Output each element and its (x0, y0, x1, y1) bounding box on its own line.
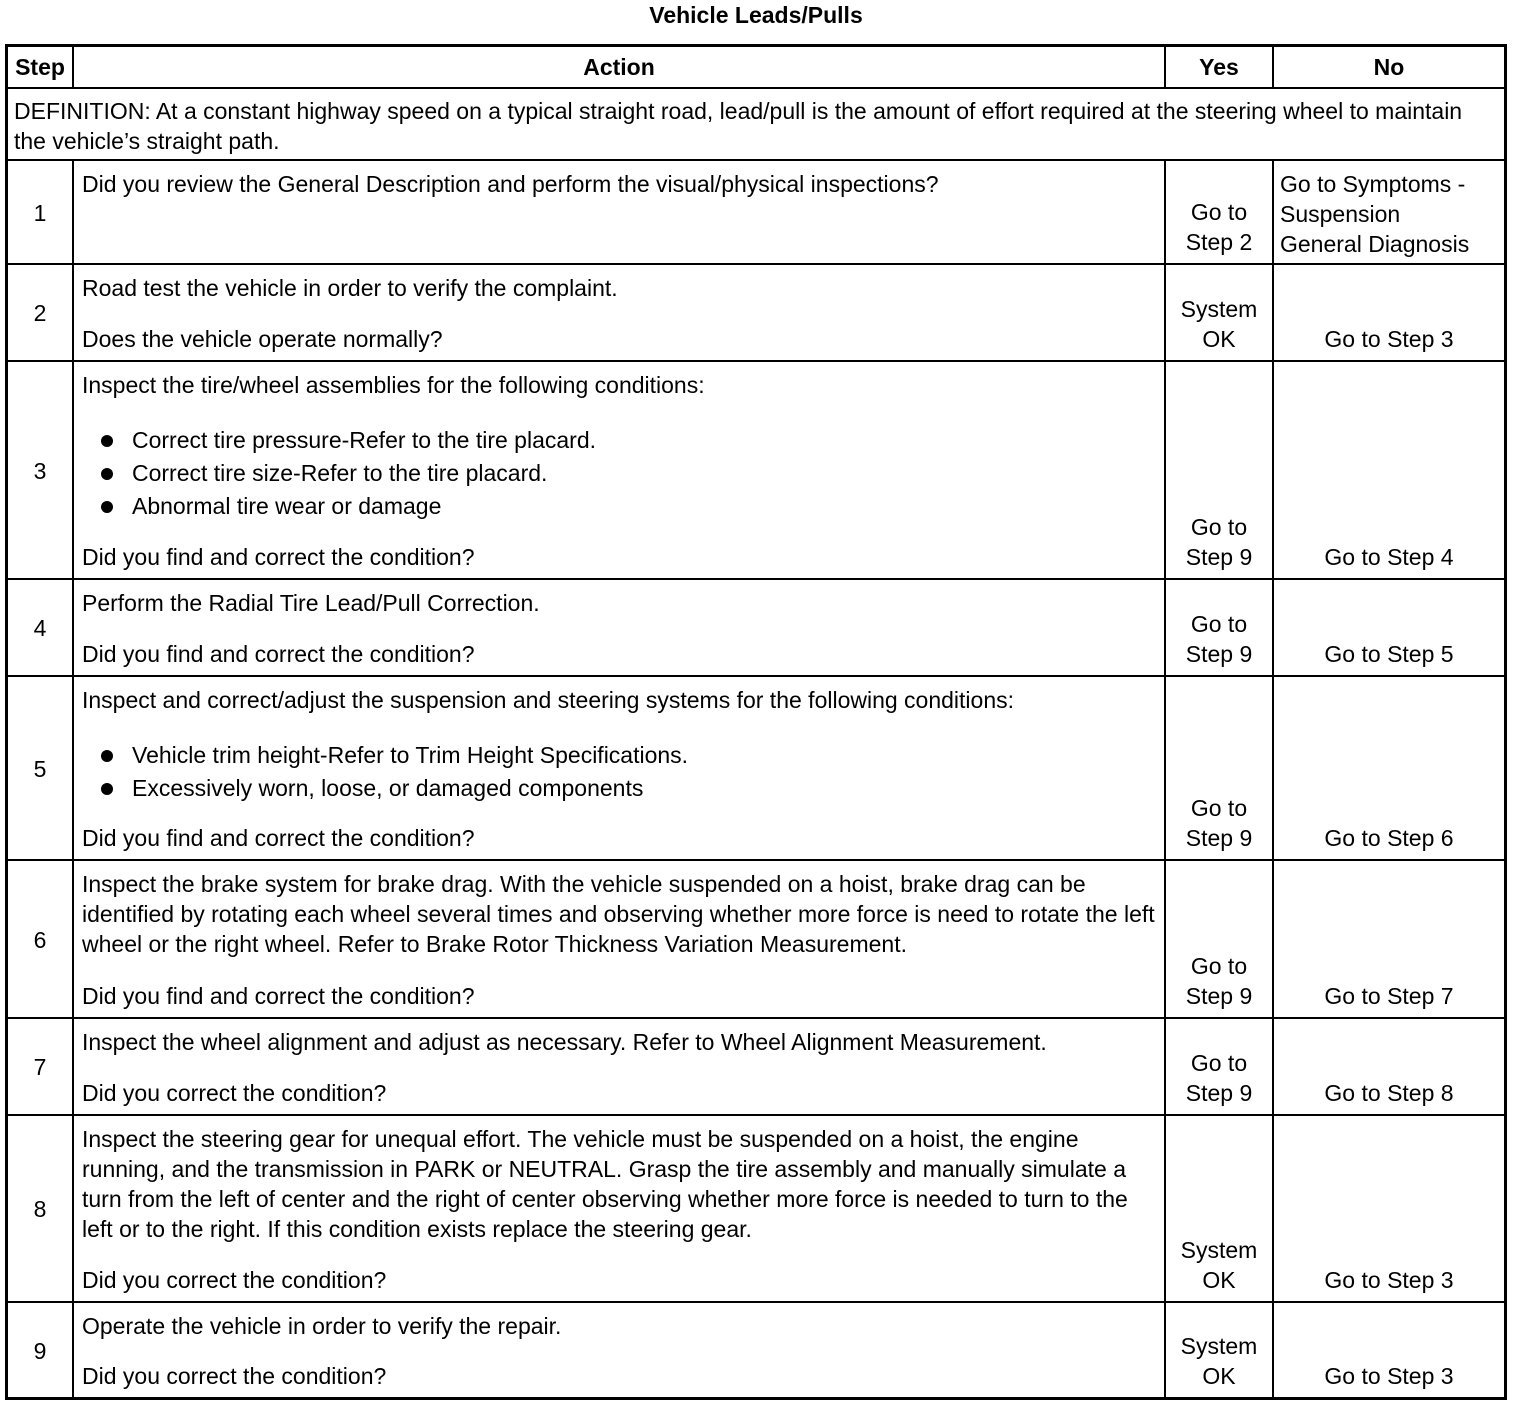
action-text: Inspect the brake system for brake drag. With the vehicle suspended on a hoist, brake drag can be identified by rotating each wheel several times and observing whether more force is need to rotate the left wheel or the right wheel. Refer to Brake Rotor Thickness Variation Measurement. (82, 871, 1155, 957)
yes-cell (1166, 1116, 1272, 1303)
page-title: Vehicle Leads/Pulls (649, 2, 863, 28)
yes-cell (1166, 861, 1272, 1019)
bullet-icon (101, 435, 113, 447)
header-yes: Yes (1199, 53, 1239, 80)
no-cell (1274, 861, 1504, 1019)
step-row-2 (8, 263, 1504, 362)
no-answer: Go to Step 7 (1324, 983, 1454, 1009)
yes-answer: Go to Step 9 (1185, 514, 1253, 570)
step-number: 9 (33, 1337, 47, 1364)
bullet-icon (101, 468, 113, 480)
action-cell (74, 1019, 1164, 1116)
question-text: Did you find and correct the condition? (82, 825, 475, 851)
header-step: Step (15, 53, 65, 80)
list-item (82, 739, 1156, 772)
step-number: 6 (33, 926, 47, 953)
step-number: 8 (33, 1196, 47, 1222)
list-item (82, 772, 1156, 805)
action-text: Operate the vehicle in order to verify the repair. (82, 1313, 562, 1339)
step-row-6 (8, 859, 1504, 1019)
yes-answer: System OK (1180, 1237, 1258, 1293)
step-row-9 (8, 1301, 1504, 1399)
header-no: No (1373, 53, 1405, 80)
yes-answer: System OK (1180, 296, 1258, 352)
action-cell (74, 265, 1164, 362)
step-number: 3 (33, 457, 47, 484)
yes-cell (1166, 265, 1272, 362)
action-text: Did you review the General Description and perform the visual/physical inspections? (82, 171, 939, 197)
step-row-5 (8, 675, 1504, 861)
action-cell (74, 677, 1164, 861)
condition-list (82, 424, 1156, 523)
no-cell (1274, 1116, 1504, 1303)
list-item-text: Abnormal tire wear or damage (132, 493, 442, 519)
step-number: 2 (33, 300, 47, 326)
step-row-1 (8, 159, 1504, 265)
action-text: Inspect the wheel alignment and adjust as necessary. Refer to Wheel Alignment Measurement. (82, 1029, 1047, 1055)
question-text: Did you correct the condition? (82, 1267, 387, 1293)
yes-answer: Go to Step 9 (1185, 795, 1253, 851)
no-answer: Go to Step 3 (1324, 1363, 1454, 1389)
condition-list (82, 739, 1156, 805)
action-cell (74, 1116, 1164, 1303)
action-cell (74, 861, 1164, 1019)
list-item-text: Excessively worn, loose, or damaged components (132, 775, 644, 801)
no-cell (1274, 580, 1504, 677)
definition-text: DEFINITION: At a constant highway speed on a typical straight road, lead/pull is the amount of effort required at the steering wheel to maintain the vehicle’s straight path. (14, 98, 1463, 154)
step-number: 5 (33, 755, 47, 782)
no-answer: Go to Step 6 (1324, 825, 1454, 851)
bullet-icon (101, 783, 113, 795)
no-answer: Go to Step 3 (1324, 1267, 1454, 1293)
step-row-4 (8, 578, 1504, 677)
no-cell (1274, 362, 1504, 580)
no-answer: Go to Step 8 (1324, 1080, 1454, 1106)
step-row-7 (8, 1017, 1504, 1116)
step-row-8 (8, 1114, 1504, 1303)
yes-answer: Go to Step 9 (1185, 611, 1253, 667)
no-cell (1274, 161, 1504, 265)
list-item (82, 490, 1156, 523)
no-cell (1274, 1303, 1504, 1399)
header-action: Action (583, 53, 655, 80)
question-text: Did you correct the condition? (82, 1080, 387, 1106)
list-item (82, 457, 1156, 490)
yes-cell (1166, 1303, 1272, 1399)
yes-answer: Go to Step 9 (1185, 1050, 1253, 1106)
no-cell (1274, 1019, 1504, 1116)
no-answer: Go to Step 3 (1324, 326, 1454, 352)
list-item (82, 424, 1156, 457)
question-text: Did you find and correct the condition? (82, 641, 475, 667)
step-number: 1 (33, 199, 47, 226)
list-item-text: Vehicle trim height-Refer to Trim Height Specifications. (132, 742, 689, 768)
action-cell (74, 1303, 1164, 1399)
no-answer: Go to Step 5 (1324, 641, 1454, 667)
definition-row (8, 87, 1504, 159)
yes-cell (1166, 677, 1272, 861)
step-row-3 (8, 360, 1504, 580)
question-text: Does the vehicle operate normally? (82, 326, 443, 352)
action-text: Road test the vehicle in order to verify the complaint. (82, 275, 618, 301)
action-text: Inspect and correct/adjust the suspension and steering systems for the following conditions: (82, 687, 1015, 713)
list-item-text: Correct tire size-Refer to the tire placard. (132, 460, 548, 486)
yes-cell (1166, 161, 1272, 265)
question-text: Did you correct the condition? (82, 1363, 387, 1389)
list-item-text: Correct tire pressure-Refer to the tire placard. (132, 427, 597, 453)
no-answer: Go to Step 4 (1324, 544, 1454, 570)
yes-answer: Go to Step 9 (1185, 953, 1253, 1009)
yes-answer: System OK (1180, 1333, 1258, 1389)
step-number: 7 (33, 1054, 47, 1080)
no-cell (1274, 677, 1504, 861)
yes-cell (1166, 580, 1272, 677)
action-text: Perform the Radial Tire Lead/Pull Correction. (82, 590, 540, 616)
yes-cell (1166, 1019, 1272, 1116)
action-cell (74, 362, 1164, 580)
action-text: Inspect the tire/wheel assemblies for the following conditions: (82, 372, 705, 398)
yes-answer: Go to Step 2 (1185, 199, 1253, 255)
question-text: Did you find and correct the condition? (82, 983, 475, 1009)
bullet-icon (101, 750, 113, 762)
question-text: Did you find and correct the condition? (82, 544, 475, 570)
action-text: Inspect the steering gear for unequal effort. The vehicle must be suspended on a hoist, the engine running, and the transmission in PARK or NEUTRAL. Grasp the tire assembly and manually simulate a turn from the left of center and the right of center observing whether more force is needed to turn to the left or to the right. If this condition exists replace the steering gear. (82, 1126, 1128, 1242)
step-number: 4 (33, 615, 47, 641)
yes-cell (1166, 362, 1272, 580)
header-row (8, 47, 1504, 87)
no-answer: Go to Symptoms - Suspension General Diagnosis (1280, 171, 1470, 257)
diagnostic-table (5, 44, 1507, 1400)
bullet-icon (101, 501, 113, 513)
action-cell (74, 161, 1164, 265)
no-cell (1274, 265, 1504, 362)
action-cell (74, 580, 1164, 677)
